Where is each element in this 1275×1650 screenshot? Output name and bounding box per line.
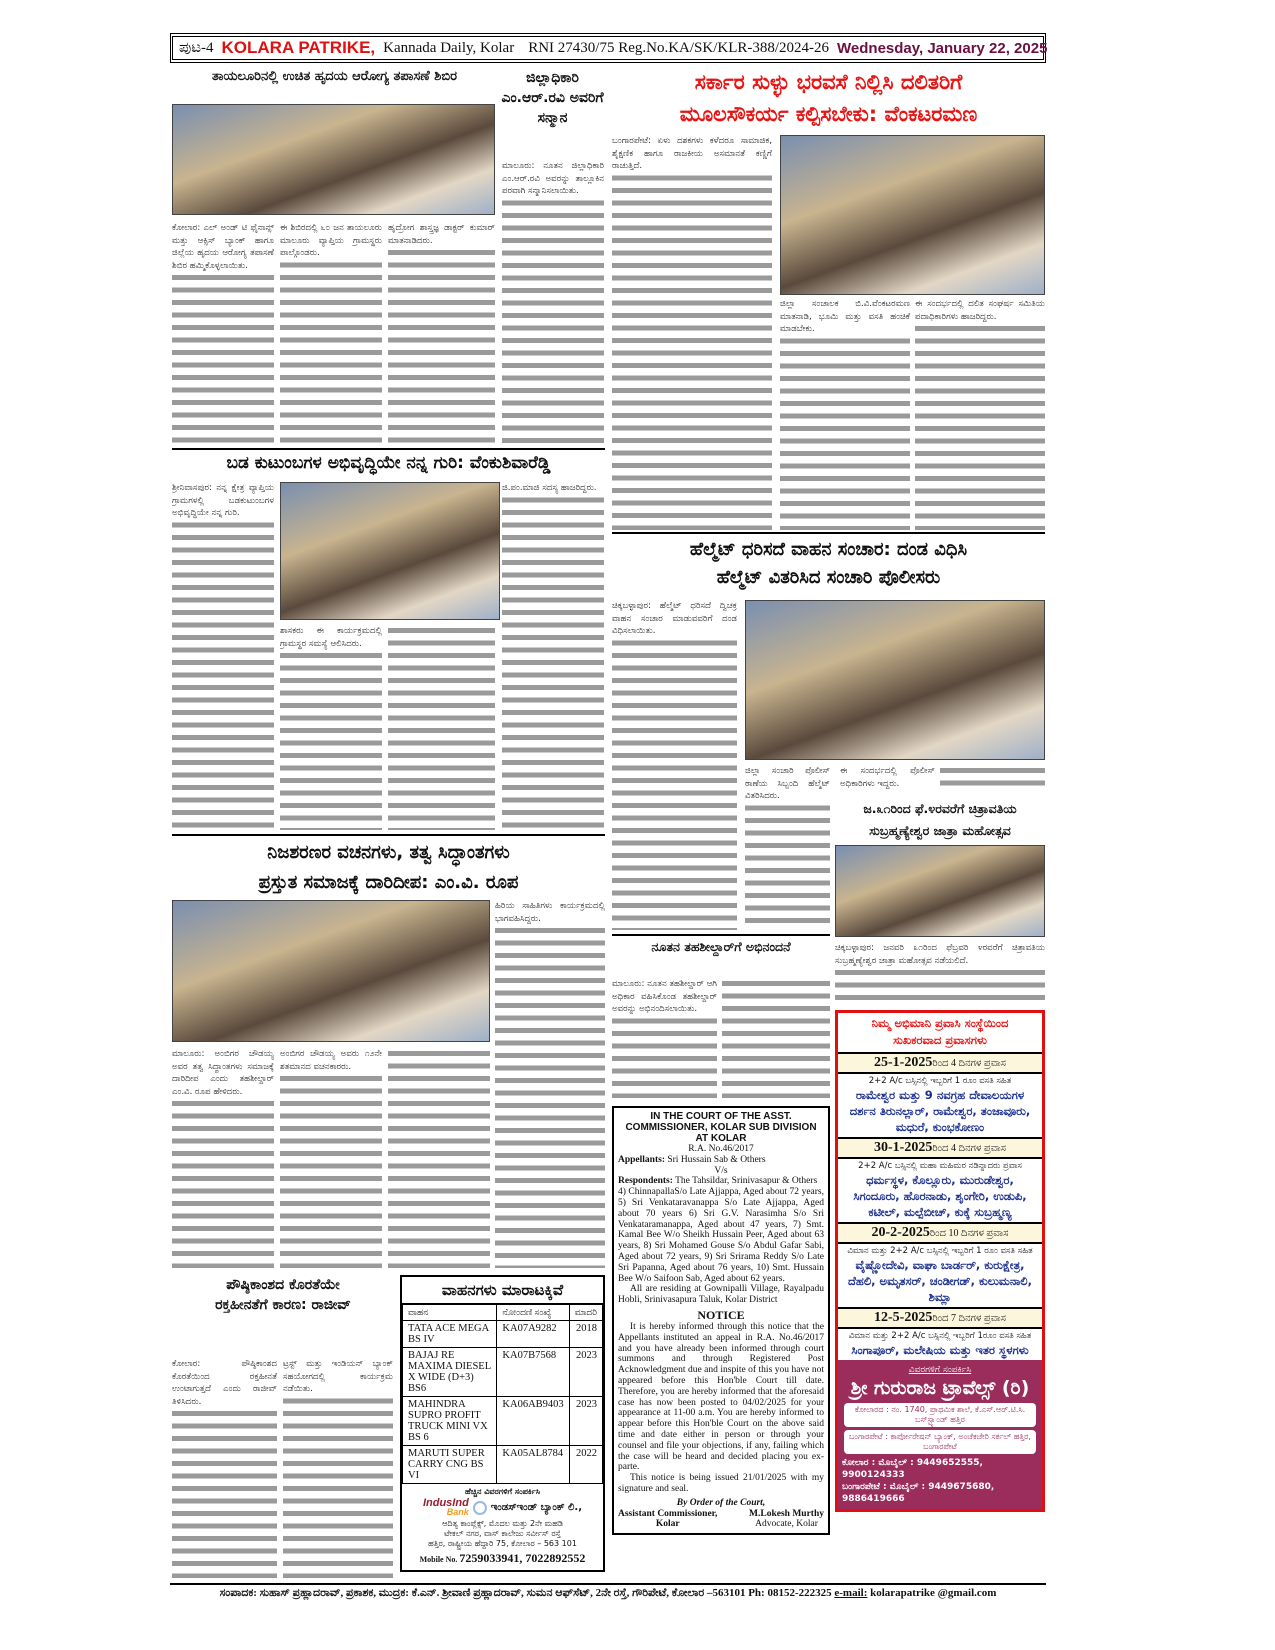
vehicle-sale-ad xyxy=(400,1275,605,1572)
model-year-cell: 2023 xyxy=(569,1348,602,1397)
tour-date: 12-5-2025 xyxy=(874,1310,933,1325)
ad-title: ವಾಹನಗಳು ಮಾರಾಟಕ್ಕಿವೆ xyxy=(402,1277,603,1304)
registration-number: RNI 27430/75 Reg.No.KA/SK/KLR-388/2024-26 xyxy=(528,39,830,56)
vehicle-cell: BAJAJ RE MAXIMA DIESEL X WIDE (D+3) BS6 xyxy=(403,1348,497,1397)
headline: ನೂತನ ತಹಶೀಲ್ದಾರ್‌ಗೆ ಅಭಿನಂದನೆ xyxy=(651,939,791,954)
tour-date: 30-1-2025 xyxy=(874,1140,933,1155)
article-body xyxy=(612,978,717,1098)
article-text: ಈ ಸಂದರ್ಭದಲ್ಲಿ ದಲಿತ ಸಂಘರ್ಷ ಸಮಿತಿಯ ಪದಾಧಿಕಾರಿಗಳು ಹಾಜರಿದ್ದರು. xyxy=(915,298,1045,325)
headline-line: ಪ್ರಸ್ತುತ ಸಮಾಜಕ್ಕೆ ದಾರಿದೀಪ: ಎಂ.ವಿ. ರೂಪ xyxy=(258,872,519,893)
company-contact xyxy=(838,1360,1042,1509)
signatory-place: Kolar xyxy=(655,1519,680,1530)
imprint-footer xyxy=(170,1583,1046,1600)
mobile-label: Mobile No. xyxy=(419,1555,458,1565)
headline xyxy=(835,798,1045,842)
model-year-cell: 2022 xyxy=(569,1446,602,1484)
advocate: M.Lokesh Murthy xyxy=(749,1508,824,1519)
notice-title: NOTICE xyxy=(697,1307,745,1322)
article-text: ಮಾಲೂರು: ಅಂಬಿಗರ ಚೌಡಯ್ಯ ಅವರ ತತ್ವ ಸಿದ್ಧಾಂತಗಳು ಸಮಾಜಕ್ಕೆ ದಾರಿದೀಪ ಎಂದು ತಹಶೀಲ್ದಾರ್ ಎಂ.ವಿ. ರೂಪ ಹೇಳಿದರು. xyxy=(172,1048,274,1100)
headline-line: ಸುಬ್ರಹ್ಮಣ್ಯೇಶ್ವರ ಜಾತ್ರಾ ಮಹೋತ್ಸವ xyxy=(869,823,1011,838)
article-body xyxy=(495,900,605,1268)
tour-date: 25-1-2025 xyxy=(874,1055,933,1070)
article-body xyxy=(915,298,1045,530)
signatory: Assistant Commissioner, xyxy=(618,1508,718,1519)
column-header: ವಾಹನ xyxy=(403,1305,497,1321)
divider xyxy=(612,934,830,936)
article-photo xyxy=(280,482,500,620)
vehicle-cell: TATA ACE MEGA BS IV xyxy=(403,1321,497,1348)
article-text: ಈ ಸಂದರ್ಭದಲ್ಲಿ ಪೊಲೀಸ್ ಅಧಿಕಾರಿಗಳು ಇದ್ದರು. xyxy=(840,765,935,792)
address-line: ಹತ್ತಿರ, ರಾಷ್ಟ್ರೀಯ ಹೆದ್ದಾರಿ 75, ಕೋಲಾರ – 563 101 xyxy=(428,1539,577,1549)
email-link[interactable]: kolarapatrike @gmail.com xyxy=(870,1587,997,1599)
registration-cell: KA07A9282 xyxy=(497,1321,569,1348)
table-header-row xyxy=(403,1305,603,1321)
article-text: ಜಿ.ಪಂ.ಮಾಜಿ ಸದಸ್ಯ ಹಾಜರಿದ್ದರು. xyxy=(502,482,604,497)
headline-line: ಬಡ ಕುಟುಂಬಗಳ ಅಭಿವೃದ್ಧಿಯೇ ನನ್ನ ಗುರಿ: ವೆಂಕುಶಿವಾರೆಡ್ಡಿ xyxy=(226,453,551,473)
tour-item xyxy=(838,1052,1042,1137)
article-body xyxy=(388,1048,490,1268)
headline-line: ರಕ್ತಹೀನತೆಗೆ ಕಾರಣ: ರಾಜೀವ್ xyxy=(215,1297,351,1313)
residence: All are residing at Gownipalli Village, Rayalpadu Hobli, Srinivasapura Taluk, Kolar District xyxy=(618,1284,824,1306)
ad-title: ಸುಖಕರವಾದ ಪ್ರವಾಸಗಳು xyxy=(893,1033,987,1047)
tour-description: ವಿಮಾನ ಮತ್ತು 2+2 A/c ಬಸ್ಸಿನಲ್ಲಿ ಇಬ್ಬರಿಗೆ 1ರೂಂ ವಸತಿ ಸಹಿತ xyxy=(848,1331,1032,1341)
tour-item xyxy=(838,1222,1042,1307)
tour-date: 20-2-2025 xyxy=(871,1225,930,1240)
registration-cell: KA07B7568 xyxy=(497,1348,569,1397)
headline-line: ಹೆಲ್ಮೆಟ್ ಧರಿಸದೆ ವಾಹನ ಸಂಚಾರ: ದಂಡ ವಿಧಿಸಿ xyxy=(689,539,968,560)
article-text: ಕೋಲಾರ: ಪೌಷ್ಠಿಕಾಂಶದ ಕೊರತೆಯಿಂದ ರಕ್ತಹೀನತೆ ಉಂಟಾಗುತ್ತದೆ ಎಂದು ರಾಜೀವ್ ತಿಳಿಸಿದರು. xyxy=(172,1358,277,1410)
article-body xyxy=(172,482,274,830)
ad-title: ನಿಮ್ಮ ಅಭಿಮಾನಿ ಪ್ರವಾಸಿ ಸಂಸ್ಥೆಯಿಂದ xyxy=(871,1016,1009,1030)
article-text: ಚಿಕ್ಕಬಳ್ಳಾಪುರ: ಹೆಲ್ಮೆಟ್ ಧರಿಸದೆ ದ್ವಿಚಕ್ರ ವಾಹನ ಸಂಚಾರ ಮಾಡುವವರಿಗೆ ದಂಡ ವಿಧಿಸಲಾಯಿತು. xyxy=(612,600,737,640)
vehicle-cell: MAHINDRA SUPRO PROFIT TRUCK MINI VX BS 6 xyxy=(403,1397,497,1446)
article-body xyxy=(388,222,495,444)
article-body xyxy=(502,482,604,830)
email-label: e-mail: xyxy=(834,1587,868,1599)
column-header: ಮಾದರಿ xyxy=(569,1305,602,1321)
article-body xyxy=(722,978,830,1098)
article-body xyxy=(280,625,382,830)
address-line: ಆದಿತ್ಯ ಕಾಂಪ್ಲೆಕ್ಸ್, ಮೊದಲ ಮತ್ತು 2ನೇ ಮಹಡಿ xyxy=(442,1519,563,1529)
headline-line: ಮೂಲಸೌಕರ್ಯ ಕಲ್ಪಿಸಬೇಕು: ವೆಂಕಟರಮಣ xyxy=(679,102,978,126)
model-year-cell: 2023 xyxy=(569,1397,602,1446)
tour-places: ವೈಷ್ಣೋದೇವಿ, ವಾಘಾ ಬಾರ್ಡರ್, ಕುರುಕ್ಷೇತ್ರ, ದೆಹಲಿ, ಅಮೃತಸರ್, ಚಂಡೀಗಡ್, ಕುಲುಮನಾಲಿ, ಶಿಮ್ಲಾ xyxy=(848,1258,1032,1304)
article-text: ಶಾಸಕರು ಈ ಕಾರ್ಯಕ್ರಮದಲ್ಲಿ ಗ್ರಾಮಸ್ಥರ ಸಮಸ್ಯೆ ಆಲಿಸಿದರು. xyxy=(280,625,382,652)
article-text: ಹೃದ್ರೋಗ ಶಾಸ್ತ್ರಜ್ಞ ಡಾಕ್ಟರ್ ಕುಮಾರ್ ಮಾತನಾಡಿದರು. xyxy=(388,222,495,249)
article-photo xyxy=(745,600,1045,760)
article-photo xyxy=(172,104,495,215)
tour-date-bar xyxy=(838,1052,1042,1074)
tour-description: ವಿಮಾನ ಮತ್ತು 2+2 A/c ಬಸ್ಸಿನಲ್ಲಿ ಇಬ್ಬರಿಗೆ 1 ರೂಂ ವಸತಿ ಸಹಿತ xyxy=(847,1246,1033,1256)
contact-title: ಹೆಚ್ಚಿನ ವಿವರಗಳಿಗೆ ಸಂಪರ್ಕಿಸಿ xyxy=(465,1487,540,1497)
headline-line: ಪೌಷ್ಠಿಕಾಂಶದ ಕೊರತೆಯೇ xyxy=(226,1277,340,1293)
headline-line: ನಿಜಶರಣರ ವಚನಗಳು, ತತ್ವ ಸಿದ್ಧಾಂತಗಳು xyxy=(267,842,510,863)
tour-item xyxy=(838,1307,1042,1360)
logo-text: Bank xyxy=(446,1507,469,1518)
article-text: ಕೋಲಾರ: ಎಲ್ ಅಂಡ್ ಟಿ ಫೈನಾನ್ಸ್ ಮತ್ತು ಆಕ್ಸಿಸ್ ಬ್ಯಾಂಕ್ ಹಾಗೂ ಜಿಲ್ಲೆಯ ಹೃದಯ ಆರೋಗ್ಯ ತಪಾಸಣೆ ಶಿಬಿರ ಹಮ್ಮಿಕೊಳ್ಳಲಾಯಿತು. xyxy=(172,222,274,274)
article-text: ಈ ಶಿಬಿರದಲ್ಲಿ ೬೦ ಜನ ತಾಯಲೂರು ಮಾಲೂರು ವ್ಯಾಪ್ತಿಯ ಗ್ರಾಮಸ್ಥರು ಪಾಲ್ಗೊಂಡರು. xyxy=(280,222,382,262)
order-line: By Order of the Court, xyxy=(676,1497,766,1508)
article-text: ಜಿಲ್ಲಾ ಸಂಚಾರಿ ಪೊಲೀಸ್ ಠಾಣೆಯ ಸಿಬ್ಬಂದಿ ಹೆಲ್ಮೆಟ್ ವಿತರಿಸಿದರು. xyxy=(745,765,830,805)
travel-ad xyxy=(835,1010,1045,1512)
headline xyxy=(172,838,605,898)
headline: ತಾಯಲೂರಿನಲ್ಲಿ ಉಚಿತ ಹೃದಯ ಆರೋಗ್ಯ ತಪಾಸಣೆ ಶಿಬಿರ xyxy=(212,69,457,84)
address-line: ಟೇಕಲ್ ನಗರ, ವಾಸ್ ಕಾಲೇಜು ಸರ್ವೀಸ್ ರಸ್ತೆ xyxy=(444,1529,561,1539)
address: ಬಂಗಾರಪೇಟೆ : ಕಾರ್ಪೋರೇಷನ್ ಬ್ಯಾಂಕ್, ಅಂಚೆಕಚೇರಿ ಸರ್ಕಲ್ ಹತ್ತಿರ, ಬಂಗಾರಪೇಟೆ xyxy=(844,1430,1036,1454)
versus: V/s xyxy=(714,1165,728,1176)
article-text: ಟ್ರಸ್ಟ್ ಮತ್ತು ಇಂಡಿಯನ್ ಬ್ಯಾಂಕ್ ಸಹಯೋಗದಲ್ಲಿ ಕಾರ್ಯಕ್ರಮ ನಡೆಯಿತು. xyxy=(283,1358,393,1398)
article-text: ಬಂಗಾರಪೇಟೆ: ಏಳು ದಶಕಗಳು ಕಳೆದರೂ ಸಾಮಾಜಿಕ, ಶೈಕ್ಷಣಿಕ ಹಾಗೂ ರಾಜಕೀಯ ಅಸಮಾನತೆ ಕಣ್ಣಿಗೆ ರಾಚುತ್ತಿದೆ. xyxy=(612,135,772,175)
phone-numbers: ಕೋಲಾರ : ಮೊಬೈಲ್ : 9449652555, 9900124333 xyxy=(842,1458,983,1480)
article-text: ಜಿಲ್ಲಾ ಸಂಚಾಲಕ ಬಿ.ವಿ.ವೆಂಕಟರಮಣ ಮಾತನಾಡಿ, ಭೂಮಿ ಮತ್ತು ವಸತಿ ಹಂಚಿಕೆ ಮಾಡಬೇಕು. xyxy=(780,298,910,338)
article-text: ಶ್ರೀನಿವಾಸಪುರ: ನನ್ನ ಕ್ಷೇತ್ರ ವ್ಯಾಪ್ತಿಯ ಗ್ರಾಮಗಳಲ್ಲಿ ಬಡಕುಟುಂಬಗಳ ಅಭಿವೃದ್ಧಿಯೇ ನನ್ನ ಗುರಿ. xyxy=(172,482,274,522)
imprint-text: ಸಂಪಾದಕ: ಸುಹಾಸ್ ಪ್ರಹ್ಲಾದರಾವ್, ಪ್ರಕಾಶಕ, ಮುದ್ರಕ: ಕೆ.ಎನ್. ಶ್ರೀವಾಣಿ ಪ್ರಹ್ಲಾದರಾವ್, ಸುಮನ ಆಫ್‌ಸೆಟ್, 2ನೇ ರಸ್ತೆ, ಗೌರಿಪೇಟೆ, ಕೋಲಾರ –563101 Ph: 08152-222325 xyxy=(219,1587,832,1599)
indusind-bank-logo xyxy=(423,1499,469,1517)
headline-line: ಜ.೩೧ರಿಂದ ಫೆ.೪ರವರೆಗೆ ಚಿತ್ರಾವತಿಯ xyxy=(863,801,1017,816)
registration-cell: KA05AL8784 xyxy=(497,1446,569,1484)
article-body xyxy=(780,298,910,530)
tour-duration: ರಿಂದ 10 ದಿನಗಳ ಪ್ರವಾಸ xyxy=(929,1228,1009,1239)
article-body xyxy=(612,135,772,530)
article-body xyxy=(280,222,382,444)
article-photo xyxy=(835,845,1045,937)
divider xyxy=(172,834,605,836)
article-body xyxy=(388,625,495,830)
bank-name: ಇಂಡಸ್‌ಇಂಡ್ ಬ್ಯಾಂಕ್ ಲಿ., xyxy=(490,1502,583,1514)
table-row xyxy=(403,1348,603,1397)
tour-date-bar xyxy=(838,1307,1042,1329)
model-year-cell: 2018 xyxy=(569,1321,602,1348)
contact-label: ವಿವರಗಳಿಗೆ ಸಂಪರ್ಕಿಸಿ xyxy=(908,1365,972,1375)
court-notice xyxy=(612,1106,830,1535)
article-body xyxy=(172,1048,274,1268)
article-body xyxy=(280,1048,382,1268)
phone-numbers: ಬಂಗಾರಪೇಟೆ : ಮೊಬೈಲ್ : 9449675680, 9886419666 xyxy=(842,1482,995,1504)
article-text: ಮಾಲೂರು: ನೂತನ ತಹಶೀಲ್ದಾರ್ ಆಗಿ ಅಧಿಕಾರ ವಹಿಸಿಕೊಂಡ ತಹಶೀಲ್ದಾರ್ ಅವರನ್ನು ಅಭಿನಂದಿಸಲಾಯಿತು. xyxy=(612,978,717,1018)
article-body xyxy=(840,765,935,793)
tour-places: ಧರ್ಮಸ್ಥಳ, ಕೊಲ್ಲೂರು, ಮುರುಡೇಶ್ವರ, ಸಿಗಂದೂರು, ಹೊರನಾಡು, ಶೃಂಗೇರಿ, ಉಡುಪಿ, ಕಟೀಲ್, ಮಲ್ಪೆಬೀಚ್, ಕುಕ್ಕೆ ಸುಬ್ರಹ್ಮಣ್ಯ xyxy=(853,1173,1027,1219)
mobile-number: 7259033941, 7022892552 xyxy=(459,1551,586,1566)
tour-date-bar xyxy=(838,1137,1042,1159)
edition: Kannada Daily, Kolar xyxy=(383,39,515,56)
label: Respondents: xyxy=(618,1176,673,1187)
headline xyxy=(172,1275,394,1315)
registration-cell: KA06AB9403 xyxy=(497,1397,569,1446)
tour-description: 2+2 A/c ಬಸ್ಸಿನಲ್ಲಿ ಮಹಾ ಮಹಿಮರ ನಡಿನ್ನಾದರು ಪ್ರವಾಸ xyxy=(858,1161,1022,1171)
article-text: ಅಂಬಿಗರ ಚೌಡಯ್ಯ ಅವರು ೧೨ನೇ ಶತಮಾನದ ವಚನಕಾರರು. xyxy=(280,1048,382,1075)
article-text: ಮಾಲೂರು: ನೂತನ ಜಿಲ್ಲಾಧಿಕಾರಿ ಎಂ.ಆರ್.ರವಿ ಅವರನ್ನು ತಾಲ್ಲೂಕಿನ ಪರವಾಗಿ ಸನ್ಮಾನಿಸಲಾಯಿತು. xyxy=(502,160,604,200)
divider xyxy=(612,532,1045,534)
headline xyxy=(172,452,605,475)
bank-emblem-icon xyxy=(473,1501,487,1515)
article-text: ಚಿಕ್ಕಬಳ್ಳಾಪುರ: ಜನವರಿ ೩೧ರಿಂದ ಫೆಬ್ರವರಿ ೪ರವರೆಗೆ ಚಿತ್ರಾವತಿಯ ಸುಬ್ರಹ್ಮಣ್ಯೇಶ್ವರ ಜಾತ್ರಾ ಮಹೋತ್ಸವ ನಡೆಯಲಿದೆ. xyxy=(835,942,1045,969)
headline xyxy=(612,536,1045,592)
table-row xyxy=(403,1446,603,1484)
article-body xyxy=(612,600,737,930)
tour-date-bar xyxy=(838,1222,1042,1244)
newspaper-name: KOLARA PATRIKE, xyxy=(221,38,376,57)
headline-line: ಸರ್ಕಾರ ಸುಳ್ಳು ಭರವಸೆ ನಿಲ್ಲಿಸಿ ದಲಿತರಿಗೆ xyxy=(694,70,963,94)
address: ಕೋಲಾರದ : ನಂ. 1740, ಪ್ರಾಥಮಿಕ ಶಾಲೆ, ಕೆ.ಎಸ್.ಆರ್.ಟಿ.ಸಿ. ಬಸ್‌ಸ್ಟ್ಯಾಂಡ್ ಹತ್ತಿರ xyxy=(844,1403,1036,1427)
respondents-detail: 4) ChinnapallaS/o Late Ajjappa, Aged about 72 years, 5) Sri Venkataravanappa S/o Late Ajjappa, Aged about 70 years 6) Sri G.V. Narasimha S/o Sri Venkataramanappa, Aged about 47 years, 7) Smt. Kamal Bee W/o Sheikh Hussain Peer, Aged about 63 years, 8) Sri Mohamed Gouse S/o Abdul Gafar Sabi, Aged about 72 years, 9) Sri Srirama Reddy S/o Late Sri Papanna, Aged about 76 years, 10) Smt. Hussain Bee W/o Saifoon Sab, Aged about 62 years. xyxy=(618,1187,824,1284)
article-photo xyxy=(172,900,490,1042)
vehicle-table xyxy=(402,1304,603,1484)
advocate-place: Advocate, Kolar xyxy=(755,1519,818,1530)
tour-duration: ರಿಂದ 4 ದಿನಗಳ ಪ್ರವಾಸ xyxy=(932,1143,1006,1154)
headline-line: ಹೆಲ್ಮೆಟ್ ವಿತರಿಸಿದ ಸಂಚಾರಿ ಪೊಲೀಸರು xyxy=(716,567,941,588)
divider xyxy=(172,448,605,450)
headline xyxy=(612,66,1045,130)
article-photo xyxy=(780,135,1045,295)
label: Appellants: xyxy=(618,1154,665,1165)
company-name: ಶ್ರೀ ಗುರುರಾಜ ಟ್ರಾವೆಲ್ಸ್ (ರಿ) xyxy=(850,1377,1030,1399)
notice-heading: IN THE COURT OF THE ASST. COMMISSIONER, KOLAR SUB DIVISION AT KOLAR xyxy=(625,1111,817,1144)
column-header: ನೋಂದಣಿ ಸಂಖ್ಯೆ xyxy=(497,1305,569,1321)
tour-description: 2+2 A/c ಬಸ್ಸಿನಲ್ಲಿ ಇಬ್ಬರಿಗೆ 1 ರೂಂ ವಸತಿ ಸಹಿತ xyxy=(868,1076,1012,1086)
article-body xyxy=(502,160,604,445)
article-body xyxy=(940,765,1045,793)
table-row xyxy=(403,1397,603,1446)
tour-duration: ರಿಂದ 4 ದಿನಗಳ ಪ್ರವಾಸ xyxy=(932,1058,1006,1069)
tour-item xyxy=(838,1137,1042,1222)
article-body xyxy=(283,1358,393,1578)
tour-places: ರಾಮೇಶ್ವರ ಮತ್ತು 9 ನವಗ್ರಹ ದೇವಾಲಯಗಳ ದರ್ಶನ ತಿರುನಲ್ಲಾರ್, ರಾಮೇಶ್ವರ, ತಂಜಾವೂರು, ಮಧುರೆ, ಕುಂಭಕೋಣಂ xyxy=(849,1088,1031,1134)
case-number: R.A. No.46/2017 xyxy=(688,1144,754,1154)
notice-body: It is hereby informed through this notice that the Appellants instituted an appeal in R.A. No.46/2017 and you have already been informed through court summons and through Registered Post Acknowledgment due and inspite of this you have not appeared before this Hon'ble Court till date. Therefore, you are hereby informed that the aforesaid case has now been posted to 04/02/2025 for your appearance at 11-00 a.m. You are hereby informed to appear before this Hon'ble Court on the above said time and date either in person or through your counsel and file your objections, if any, failing which the case will be heard and decided placing you ex-parte. xyxy=(618,1321,824,1473)
tour-duration: ರಿಂದ 7 ದಿನಗಳ ಪ್ರವಾಸ xyxy=(932,1313,1006,1324)
logo-text: IndusInd xyxy=(422,1497,469,1510)
article-body xyxy=(835,942,1045,1002)
article-body xyxy=(172,1358,277,1578)
appellants: Sri Hussain Sab & Others xyxy=(667,1154,766,1165)
article-text: ಹಿರಿಯ ಸಾಹಿತಿಗಳು ಕಾರ್ಯಕ್ರಮದಲ್ಲಿ ಭಾಗವಹಿಸಿದ್ದರು. xyxy=(495,900,605,927)
masthead xyxy=(170,33,1046,63)
table-row xyxy=(403,1321,603,1348)
tour-places: ಸಿಂಗಾಪೂರ್, ಮಲೇಷಿಯ ಮತ್ತು ಇತರ ಸ್ಥಳಗಳು xyxy=(851,1343,1029,1357)
issue-date: Wednesday, January 22, 2025 xyxy=(837,39,1048,57)
vehicle-cell: MARUTI SUPER CARRY CNG BS VI xyxy=(403,1446,497,1484)
page-number: ಪುಟ-4 xyxy=(179,40,214,56)
article-body xyxy=(172,222,274,444)
respondents: The Tahsildar, Srinivasapur & Others xyxy=(675,1176,818,1187)
issue-line: This notice is being issued 21/01/2025 with my signature and seal. xyxy=(618,1473,824,1494)
article-body xyxy=(745,765,830,930)
headline: ಜಿಲ್ಲಾಧಿಕಾರಿ ಎಂ.ಆರ್.ರವಿ ಅವರಿಗೆ ಸನ್ಮಾನ xyxy=(501,70,604,126)
